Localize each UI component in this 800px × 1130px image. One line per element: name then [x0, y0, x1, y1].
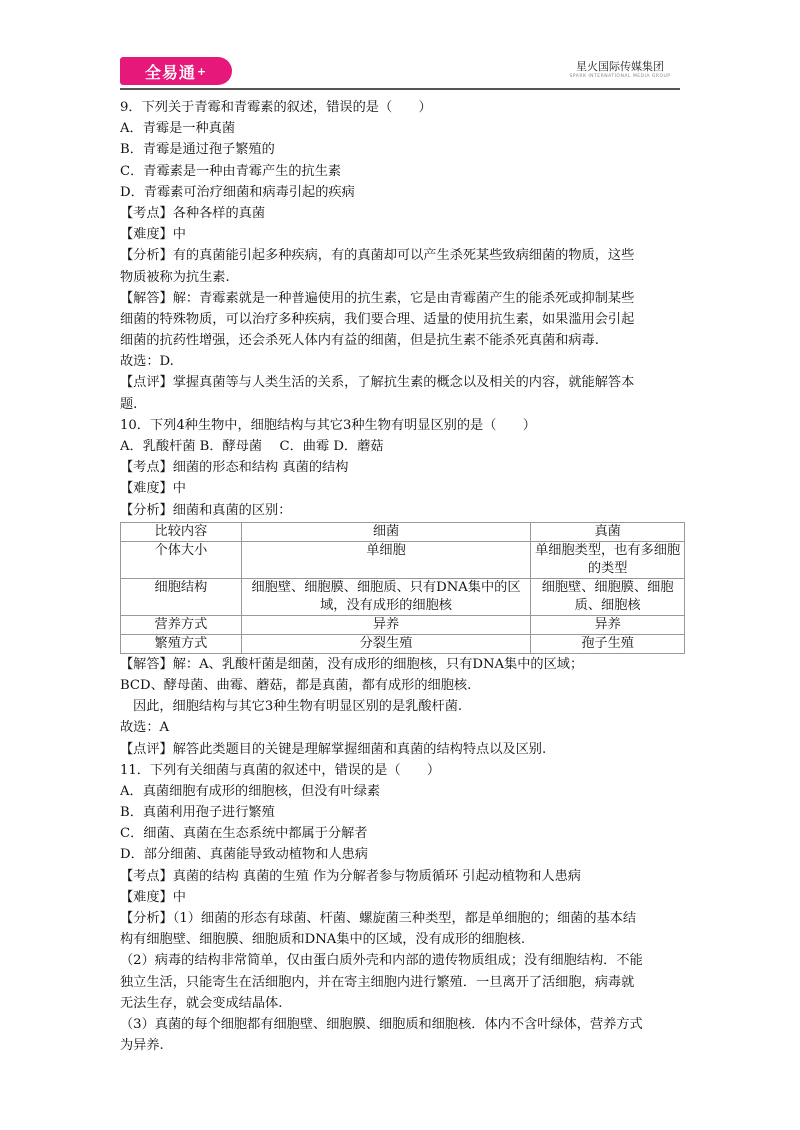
table-row [121, 578, 685, 615]
text-line: 【点评】掌握真菌等与人类生活的关系，了解抗生素的概念以及相关的内容，就能解答本 [120, 375, 635, 391]
table-cell: 细菌 [241, 522, 530, 541]
text-line: 【分析】（1）细菌的形态有球菌、杆菌、螺旋菌三种类型，都是单细胞的；细菌的基本结 [120, 911, 637, 926]
table-cell: 细胞壁、细胞膜、细胞质、细胞核 [531, 578, 685, 615]
text-line: 【考点】细菌的形态和结构 真菌的结构 [120, 460, 349, 476]
table-cell: 单细胞类型，也有多细胞的类型 [531, 541, 685, 578]
text-line: D．部分细菌、真菌能导致动植物和人患病 [120, 847, 368, 863]
document-body [120, 97, 685, 1056]
table-cell: 繁殖方式 [121, 634, 242, 653]
text-line: 【难度】中 [120, 227, 186, 243]
table-row [121, 634, 685, 653]
text-line: 因此，细胞结构与其它3种生物有明显区别的是乳酸杆菌. [133, 699, 463, 715]
text-line: 故选：A [120, 720, 170, 736]
table-cell: 异养 [241, 615, 530, 634]
text-line: C．青霉素是一种由青霉产生的抗生素 [120, 163, 342, 179]
text-line: C．细菌、真菌在生态系统中都属于分解者 [120, 826, 368, 842]
page-header [0, 0, 800, 90]
text-line: 物质被称为抗生素. [120, 269, 230, 285]
text-line: （3）真菌的每个细胞都有细胞壁、细胞膜、细胞质和细胞核．体内不含叶绿体，营养方式 [120, 1016, 643, 1032]
answer-block [120, 654, 685, 1057]
text-line: 【考点】各种各样的真菌 [120, 205, 266, 221]
text-line: 【点评】解答此类题目的关键是理解掌握细菌和真菌的结构特点以及区别. [120, 741, 547, 757]
text-line: 独立生活，只能寄生在活细胞内，并在寄主细胞内进行繁殖．一旦离开了活细胞，病毒就 [120, 974, 635, 990]
text-line: 细菌的特殊物质，可以治疗多种疾病，我们要合理、适量的使用抗生素，如果滥用会引起 [120, 311, 635, 327]
text-line: 9．下列关于青霉和青霉素的叙述，错误的是（ ） [120, 100, 432, 115]
table-row [121, 615, 685, 634]
comparison-table [120, 522, 685, 654]
table-row [121, 541, 685, 578]
text-line: 【解答】解：青霉素就是一种普遍使用的抗生素，它是由青霉菌产生的能杀死或抑制某些 [120, 290, 635, 306]
text-line: 细菌的抗药性增强，还会杀死人体内有益的细菌，但是抗生素不能杀死真菌和病毒. [120, 333, 599, 349]
text-line: B．青霉是通过孢子繁殖的 [120, 142, 275, 158]
table-cell: 异养 [531, 615, 685, 634]
text-line: A．青霉是一种真菌 [120, 121, 236, 137]
text-line: 【解答】解：A、乳酸杆菌是细菌，没有成形的细胞核，只有DNA集中的区域； [120, 656, 584, 672]
header-divider [120, 88, 680, 90]
brand-logo: 全易通 + [120, 57, 232, 85]
text-line: 【分析】有的真菌能引起多种疾病，有的真菌却可以产生杀死某些致病细菌的物质，这些 [120, 248, 635, 264]
table-cell: 分裂生殖 [241, 634, 530, 653]
text-line: A．真菌细胞有成形的细胞核，但没有叶绿素 [120, 783, 381, 799]
table-cell: 真菌 [531, 522, 685, 541]
text-line: 【难度】中 [120, 481, 186, 497]
text-line: 【分析】细菌和真菌的区别： [120, 502, 292, 518]
table-cell: 比较内容 [121, 522, 242, 541]
text-line: 11．下列有关细菌与真菌的叙述中，错误的是（ ） [120, 762, 441, 778]
table-cell: 营养方式 [121, 615, 242, 634]
text-line: 故选：D. [120, 354, 174, 370]
text-line: B．真菌利用孢子进行繁殖 [120, 805, 275, 821]
table-cell: 单细胞 [241, 541, 530, 578]
text-line: 为异养. [120, 1038, 164, 1054]
publisher-name: 星火国际传媒集团 SPARK INTERNATIONAL MEDIA GROUP [569, 60, 671, 79]
text-line: 10．下列4种生物中，细胞结构与其它3种生物有明显区别的是（ ） [120, 417, 536, 433]
table-cell: 个体大小 [121, 541, 242, 578]
text-line: D．青霉素可治疗细菌和病毒引起的疾病 [120, 184, 355, 200]
text-line: （2）病毒的结构非常简单，仅由蛋白质外壳和内部的遗传物质组成；没有细胞结构．不能 [120, 953, 643, 969]
table-cell: 细胞壁、细胞膜、细胞质、只有DNA集中的区域，没有成形的细胞核 [241, 578, 530, 615]
table-cell: 细胞结构 [121, 578, 242, 615]
text-line: 无法生存，就会变成结晶体. [120, 995, 283, 1011]
table-cell: 孢子生殖 [531, 634, 685, 653]
text-line: 构有细胞壁、细胞膜、细胞质和DNA集中的区域，没有成形的细胞核. [120, 932, 526, 948]
table-row [121, 522, 685, 541]
text-line: A．乳酸杆菌 B．酵母菌 C．曲霉 D．蘑菇 [120, 439, 384, 454]
text-line: 【考点】真菌的结构 真菌的生殖 作为分解者参与物质循环 引起动植物和人患病 [120, 868, 581, 884]
text-line: 题. [120, 396, 138, 412]
text-line: 【难度】中 [120, 889, 186, 905]
text-line: BCD、酵母菌、曲霉、蘑菇，都是真菌，都有成形的细胞核. [120, 677, 472, 693]
question-9-10-block [120, 97, 685, 521]
